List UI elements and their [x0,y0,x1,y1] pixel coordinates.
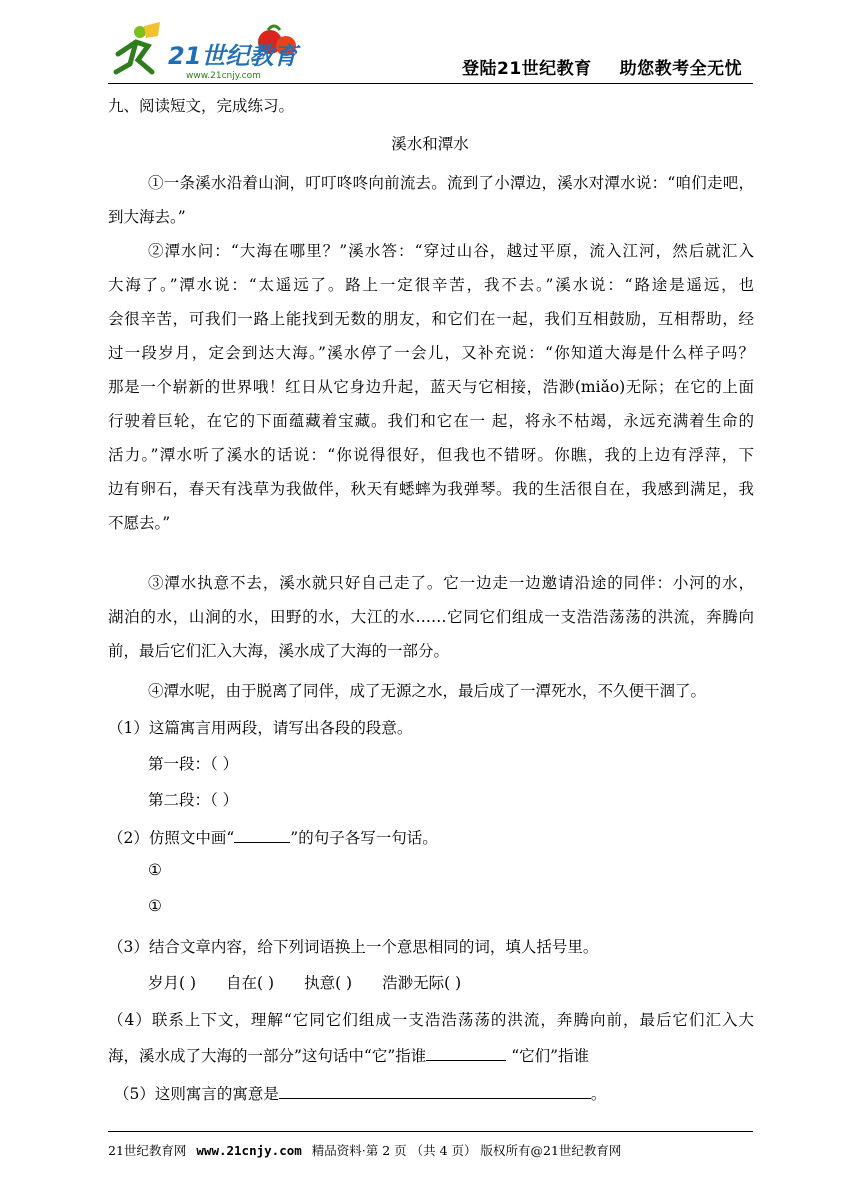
paragraph-line: 湖泊的水，山涧的水，田野的水，大江的水……它同它们组成一支浩浩荡荡的洪流，奔腾向 [108,608,754,626]
logo-text: 21世纪教育 [168,42,298,70]
question-2-answer-b: ① [148,897,162,915]
footer-rule [108,1131,753,1132]
question-3-items [148,971,461,993]
question-3-item: 浩渺无际( ) [382,974,462,992]
question-2 [108,826,438,848]
question-4-line: （4）联系上下文，理解“它同它们组成一支浩浩荡荡的洪流，奔腾向前，最后它们汇入大 [108,1011,754,1029]
question-2-suffix: ”的句子各写一句话。 [290,829,438,847]
question-4-suffix: “它们”指谁 [506,1047,590,1065]
header-slogan [462,54,742,79]
question-1-answer-a: 第一段：（ ） [148,755,239,773]
footer-site-name: 21世纪教育网 [108,1143,187,1158]
section-heading: 九、阅读短文，完成练习。 [108,97,295,115]
paragraph-line: ③潭水执意不去，溪水就只好自己走了。它一边走一边邀请沿途的同伴：小河的水， [148,574,754,592]
paragraph-3 [108,566,754,668]
paragraph-line: 前，最后它们汇入大海，溪水成了大海的一部分。 [108,642,450,660]
paragraph-line: 行驶着巨轮，在它的下面蕴藏着宝藏。我们和它在一 起，将永不枯竭，永远充满着生命的 [108,412,754,430]
paragraph-4: ④潭水呢，由于脱离了同伴，成了无源之水，最后成了一潭死水，不久便干涸了。 [148,682,707,700]
paragraph-line: ②潭水问：“大海在哪里？”溪水答：“穿过山谷，越过平原，流入江河，然后就汇入 [148,242,754,260]
question-3-item: 自在( ) [226,974,275,992]
header-rule [108,83,753,84]
paragraph-line: 过一段岁月，定会到达大海。”溪水停了一会儿，又补充说：“你知道大海是什么样子吗？ [108,344,754,362]
question-4-line-2 [108,1044,589,1066]
question-1-answer-b: 第二段：（ ） [148,791,239,809]
question-3: （3）结合文章内容，给下列词语换上一个意思相同的词，填人括号里。 [108,938,599,956]
runner-icon [116,22,160,72]
question-4 [108,1008,754,1030]
question-5-prefix: （5）这则寓言的寓意是 [114,1085,279,1103]
paragraph-line: 那是一个崭新的世界哦！红日从它身边升起，蓝天与它相接，浩渺(miǎo)无际；在它的上面 [108,378,754,396]
question-5-suffix: 。 [590,1085,607,1103]
answer-blank [279,1084,591,1099]
question-1: （1）这篇寓言用两段，请写出各段的段意。 [108,719,413,737]
paragraph-line: 不愿去。” [108,514,171,532]
paragraph-line: ①一条溪水沿着山涧，叮叮咚咚向前流去。流到了小潭边，溪水对潭水说：“咱们走吧， [148,174,754,192]
footer [108,1141,621,1159]
paragraph-line: 会很辛苦，可我们一路上能找到无数的朋友，和它们在一起，我们互相鼓励，互相帮助，经 [108,310,754,328]
article-title: 溪水和潭水 [391,135,469,153]
paragraph-line: 到大海去。” [108,208,186,226]
question-2-prefix: （2）仿照文中画“ [108,829,235,847]
paragraph-line: 大海了。”潭水说：“太遥远了。路上一定很辛苦，我不去。”溪水说：“路途是遥远，也 [108,276,754,294]
logo-url: www.21cnjy.com [186,71,261,81]
underline-sample [234,828,290,843]
question-5 [114,1082,606,1104]
paragraph-2 [108,234,754,540]
question-3-item: 执意( ) [304,974,353,992]
paragraph-line: 活力。”潭水听了溪水的话说：“你说得很好，但我也不错呀。你瞧，我的上边有浮萍，下 [108,446,754,464]
logo [108,20,308,82]
question-4-prefix: 海，溪水成了大海的一部分”这句话中“它”指谁 [108,1047,427,1065]
paragraph-line: 边有卵石，春天有浅草为我做伴，秋天有蟋蟀为我弹琴。我的生活很自在，我感到满足，我 [108,480,754,498]
question-3-item: 岁月( ) [148,974,197,992]
question-2-answer-a: ① [148,861,162,879]
header-slogan-left: 登陆21世纪教育 [462,59,592,79]
answer-blank [426,1046,506,1061]
footer-url: www.21cnjy.com [196,1143,302,1158]
footer-page-info: 精品资料·第 2 页 （共 4 页） 版权所有@21世纪教育网 [311,1143,622,1158]
paragraph-1 [108,166,754,234]
header-slogan-right: 助您教考全无忧 [619,59,743,79]
